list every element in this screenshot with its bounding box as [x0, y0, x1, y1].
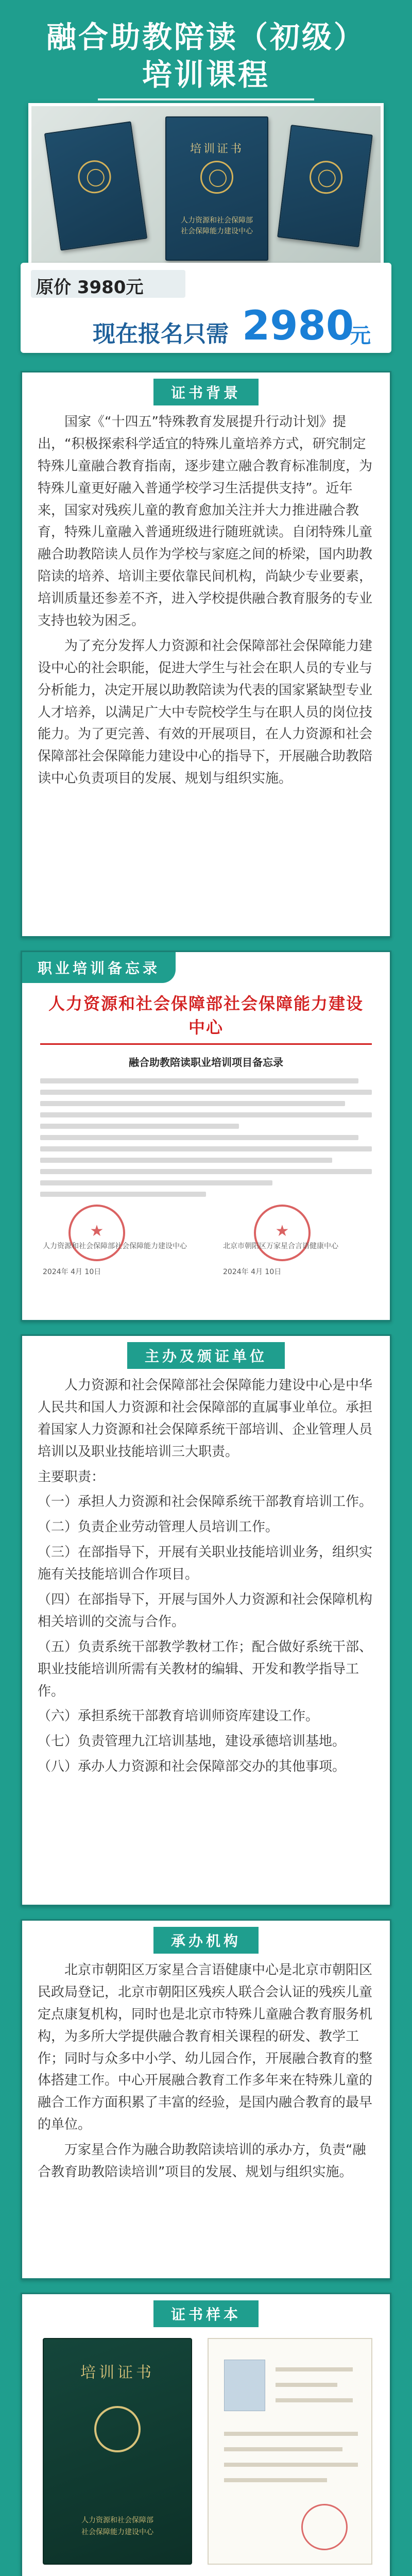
certificate-cover-text: 人力资源和社会保障部 社会保障能力建设中心 [81, 2516, 153, 2536]
paragraph: 国家《“十四五”特殊教育发展提升行动计划》提出，“积极探索科学适宜的特殊儿童培养方式，研究制定特殊儿童融合教育指南，逐步建立融合教育标准制度，为特殊儿童更好融入普通学校学习生活提供支持”。近年来，国家对残疾儿童的教育愈加关注并大力推进融合教育，特殊儿童融入普通班级进行随班就读。自闭特殊儿童融合助教陪读人员作为学校与家庭之间的桥梁，国内助教陪读的培养、培训主要依靠民间机构，尚缺少专业要素，培训质量还参差不齐，进入学校提供融合教育服务的专业支持也较为困乏。 [38, 414, 373, 629]
current-price: 2980 [242, 303, 354, 349]
section-heading: 职业培训备忘录 [22, 952, 176, 983]
official-stamp [68, 1205, 125, 1261]
notice-doc-title: 人力资源和社会保障部社会保障能力建设中心 [48, 994, 364, 1037]
section-heading: 证书背景 [153, 379, 259, 405]
duty-item: （六）承担系统干部教育培训师资库建设工作。 [38, 1708, 319, 1724]
section-heading: 主办及颁证单位 [127, 1342, 285, 1369]
certificate-book-title: 培训证书 [190, 143, 244, 156]
background-text [38, 411, 374, 793]
holder-photo [224, 2360, 265, 2411]
certificate-book [44, 121, 147, 250]
duty-item: （三）在部指导下，开展有关职业技能培训业务，组织实施有关技能培训合作项目。 [38, 1545, 373, 1583]
sponsor-text [38, 1375, 374, 1781]
emblem-icon [94, 2406, 141, 2452]
organizer-text [38, 1959, 374, 2187]
paragraph: 万家星合作为融合助教陪读培训的承办方，负责“融合教育助教陪读培训”项目的发展、规划与组织实施。 [38, 2142, 366, 2180]
emblem-icon [200, 161, 233, 194]
signature-right-date: 2024年 4月 10日 [223, 1268, 282, 1276]
notice-section [21, 951, 391, 1321]
certificate-cover-title: 培训证书 [80, 2364, 154, 2382]
signature-left: 人力资源和社会保障部社会保障能力建设中心 [43, 1242, 187, 1250]
notice-body-lines [40, 1078, 372, 1197]
sponsor-section [21, 1334, 391, 1906]
duty-item: （四）在部指导下，开展与国外人力资源和社会保障机构相关培训的交流与合作。 [38, 1592, 373, 1630]
duty-item: （八）承办人力资源和社会保障部交办的其他事项。 [38, 1759, 346, 1775]
paragraph: 北京市朝阳区万家星合言语健康中心是北京市朝阳区民政局登记，北京市朝阳区残疾人联合会认证的残疾儿童定点康复机构，同时也是北京市特殊儿童融合教育服务机构，为多所大学提供融合教育相关课程的研发、教学工作；同时与众多中小学、幼儿园合作，开展融合教育的整体搭建工作。中心开展融合教育工作多年来在特殊儿童的融合工作方面积累了丰富的经验，是国内融合教育的最早的单位。 [38, 1962, 373, 2133]
organizer-section [21, 1919, 391, 2280]
hero-section [0, 0, 412, 361]
page-title: 融合助教陪读（初级） [46, 20, 366, 55]
section-heading: 承办机构 [153, 1927, 259, 1954]
certificate-book-front [165, 116, 268, 261]
certificate-books-photo [28, 103, 384, 273]
paragraph: 主要职责： [38, 1469, 105, 1485]
emblem-icon [76, 158, 113, 195]
signature-right: 北京市朝阳区万家星合言语健康中心 [223, 1242, 338, 1250]
emblem-icon [307, 159, 344, 195]
certificate-sample-section [21, 2293, 391, 2576]
current-price-label: 现在报名只需 [93, 321, 229, 347]
duty-item: （一）承担人力资源和社会保障系统干部教育培训工作。 [38, 1494, 373, 1510]
certificate-book-text: 人力资源和社会保障部 社会保障能力建设中心 [181, 216, 253, 235]
notice-document [40, 991, 372, 1203]
paragraph: 人力资源和社会保障部社会保障能力建设中心是中华人民共和国人力资源和社会保障部的直属事业单位。承担着国家人力资源和社会保障系统干部培训、企业管理人员培训以及职业技能培训三大职责。 [38, 1378, 373, 1460]
paragraph: 为了充分发挥人力资源和社会保障部社会保障能力建设中心的社会职能，促进大学生与社会在职人员的专业与分析能力，决定开展以助教陪读为代表的国家紧缺型专业人才培养，以满足广大中专院校学生与在职人员的岗位技能力。为了更完善、有效的开展项目，在人力资源和社会保障部社会保障能力建设中心的指导下，开展融合助教陪读中心负责项目的发展、规划与组织实施。 [38, 638, 373, 787]
notice-red-divider [40, 1043, 372, 1045]
current-price-unit: 元 [350, 324, 371, 348]
duty-item: （二）负责企业劳动管理人员培训工作。 [38, 1519, 279, 1535]
certificate-book [277, 125, 373, 247]
background-section [21, 371, 391, 938]
signature-left-date: 2024年 4月 10日 [43, 1268, 101, 1276]
duty-item: （五）负责系统干部教学教材工作；配合做好系统干部、职业技能培训所需有关教材的编辑、开发和教学指导工作。 [38, 1639, 373, 1699]
notice-doc-subtitle: 融合助教陪读职业培训项目备忘录 [129, 1056, 283, 1069]
title-divider [98, 98, 314, 100]
certificate-inner-page [208, 2338, 372, 2565]
page-subtitle: 培训课程 [142, 57, 270, 92]
official-stamp [254, 1205, 311, 1261]
section-heading: 证书样本 [153, 2300, 259, 2327]
certificate-cover [43, 2338, 192, 2565]
duty-item: （七）负责管理九江培训基地，建设承德培训基地。 [38, 1734, 346, 1750]
certificate-stamp [301, 2504, 348, 2550]
price-card [21, 263, 391, 353]
original-price: 原价 3980元 [36, 277, 144, 298]
